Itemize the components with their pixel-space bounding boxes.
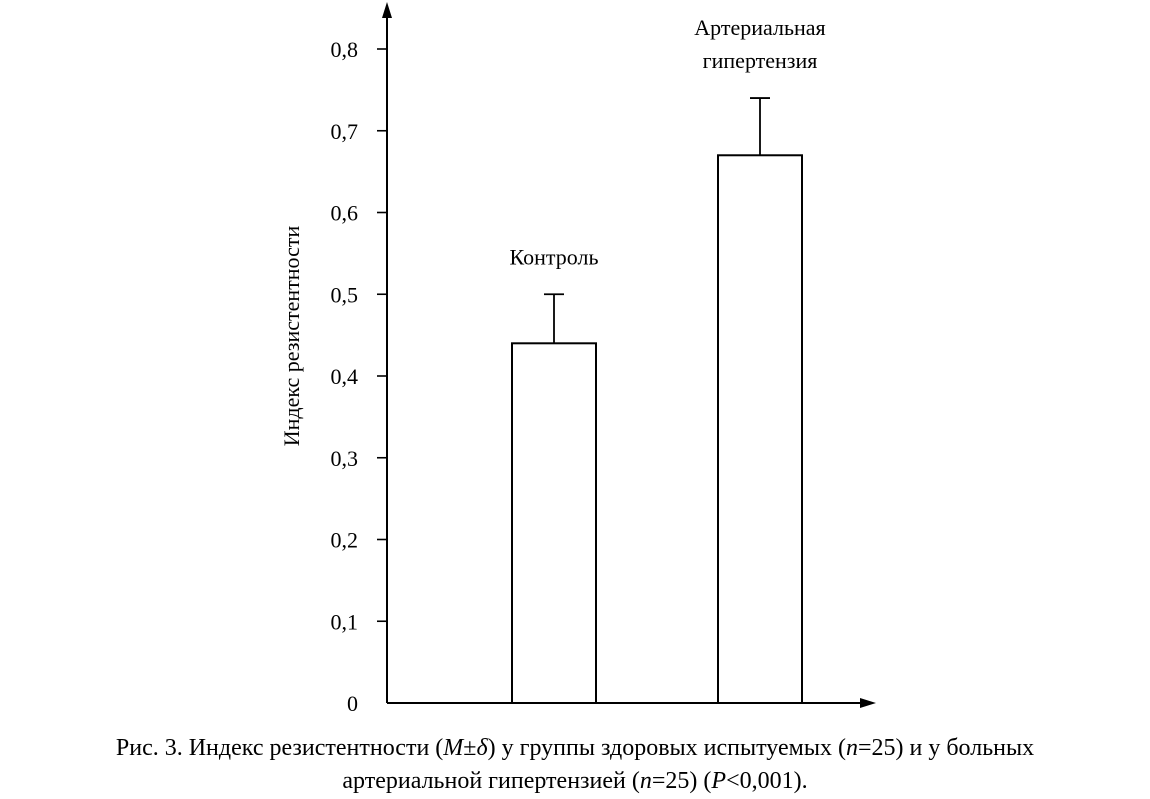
caption-line-2 — [342, 768, 807, 794]
x-axis-arrow — [860, 698, 876, 708]
y-tick-label: 0,5 — [330, 282, 358, 308]
y-axis-title: Индекс резистентности — [279, 225, 304, 447]
caption-fragment: ± — [463, 735, 477, 761]
bar-label: Контроль — [509, 244, 599, 270]
y-tick-label: 0,2 — [330, 527, 358, 553]
caption-fragment: n — [639, 768, 652, 794]
y-tick-label: 0,7 — [330, 118, 358, 144]
caption-fragment: Рис. 3. Индекс резистентности ( — [115, 735, 444, 761]
caption-fragment: n — [845, 735, 858, 761]
caption-fragment: =25) ( — [651, 768, 712, 794]
caption-fragment: δ — [476, 735, 488, 761]
y-axis-arrow — [382, 2, 392, 18]
figure-caption — [0, 732, 1150, 798]
y-tick-label: 0,1 — [330, 609, 358, 635]
bar — [718, 155, 802, 703]
caption-line-1 — [116, 735, 1034, 761]
caption-fragment: P — [711, 768, 727, 794]
bar-label: гипертензия — [702, 48, 818, 74]
caption-fragment: M — [443, 735, 464, 761]
caption-fragment: артериальной гипертензией ( — [342, 768, 640, 794]
bar — [512, 343, 596, 703]
y-tick-label: 0,3 — [330, 445, 358, 471]
caption-fragment: ) у группы здоровых испытуемых ( — [487, 735, 846, 761]
caption-fragment: <0,001). — [726, 768, 808, 794]
y-tick-label: 0,6 — [330, 200, 358, 226]
caption-fragment: =25) и у больных — [857, 735, 1035, 761]
y-tick-label: 0,4 — [330, 364, 358, 389]
bar-label: Артериальная — [694, 15, 826, 41]
y-tick-label: 0,8 — [330, 37, 358, 62]
y-tick-label: 0 — [347, 691, 358, 716]
